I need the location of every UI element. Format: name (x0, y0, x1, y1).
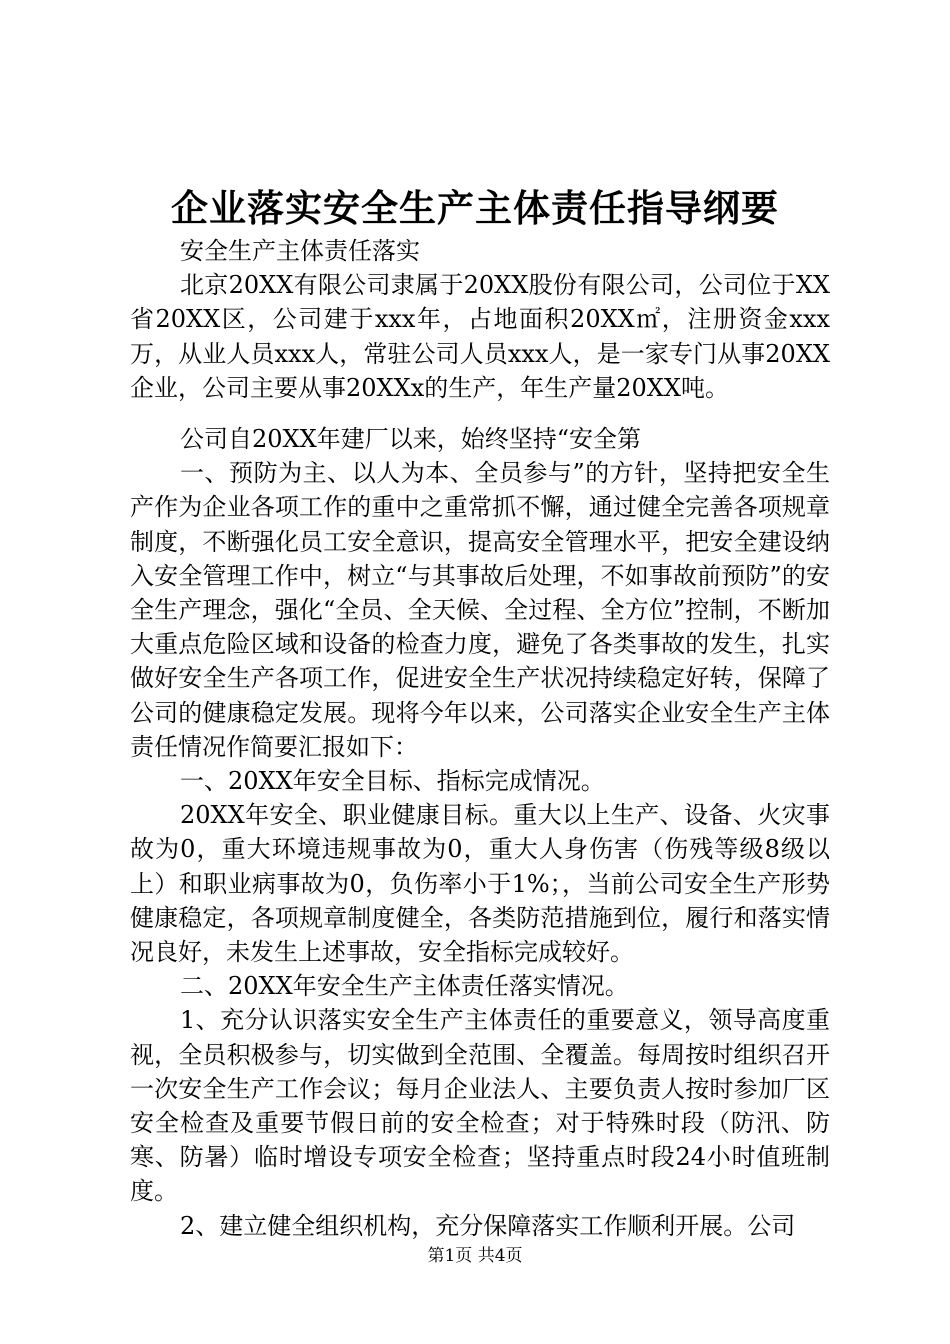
paragraph-policy: 一、预防为主、以人为本、全员参与”的方针，坚持把安全生产作为企业各项工作的重中之重常抓不懈，通过健全完善各项规章制度，不断强化员工安全意识，提高安全管理水平，把安全建设纳入安全管理工作中，树立“与其事故后处理，不如事故前预防”的安全生产理念，强化“全员、全天候、全过程、全方位”控制，不断加大重点危险区域和设备的检查力度，避免了各类事故的发生，扎实做好安全生产各项工作，促进安全生产状况持续稳定好转，保障了公司的健康稳定发展。现将今年以来，公司落实企业安全生产主体责任情况作简要汇报如下： (130, 459, 830, 761)
paragraph-targets-detail: 20XX年安全、职业健康目标。重大以上生产、设备、火灾事故为0，重大环境违规事故为0，重大人身伤害（伤残等级8级以上）和职业病事故为0，负伤率小于1%；，当前公司安全生产形势健康稳定，各项规章制度健全，各类防范措施到位，履行和落实情况良好，未发生上述事故，安全指标完成较好。 (130, 801, 830, 967)
paragraph-company-intro: 北京20XX有限公司隶属于20XX股份有限公司，公司位于XX省20XX区，公司建于xxx年，占地面积20XX㎡，注册资金xxx万，从业人员xxx人，常驻公司人员xxx人，是一家专门从事20XX企业，公司主要从事20XXx的生产，年生产量20XX吨。 (130, 271, 830, 402)
document-title: 企业落实安全生产主体责任指导纲要 (171, 186, 779, 230)
paragraph-heading-implementation: 二、20XX年安全生产主体责任落实情况。 (180, 972, 629, 1001)
paragraph-heading-targets: 一、20XX年安全目标、指标完成情况。 (180, 767, 605, 796)
document-body (130, 234, 830, 1243)
paragraph-item-1: 1、充分认识落实安全生产主体责任的重要意义，领导高度重视，全员积极参与，切实做到全范围、全覆盖。每周按时组织召开一次安全生产工作会议；每月企业法人、主要负责人按时参加厂区安全检查及重要节假日前的安全检查；对于特殊时段（防汛、防寒、防暑）临时增设专项安全检查；坚持重点时段24小时值班制度。 (130, 1006, 830, 1206)
paragraph-section-heading: 安全生产主体责任落实 (180, 237, 420, 265)
paragraph-gap (130, 405, 830, 422)
paragraph-item-2: 2、建立健全组织机构，充分保障落实工作顺利开展。公司 (180, 1211, 796, 1240)
paragraph-since-founding: 公司自20XX年建厂以来，始终坚持“安全第 (180, 425, 641, 454)
page-number-footer: 第1页 共4页 (427, 1246, 523, 1266)
